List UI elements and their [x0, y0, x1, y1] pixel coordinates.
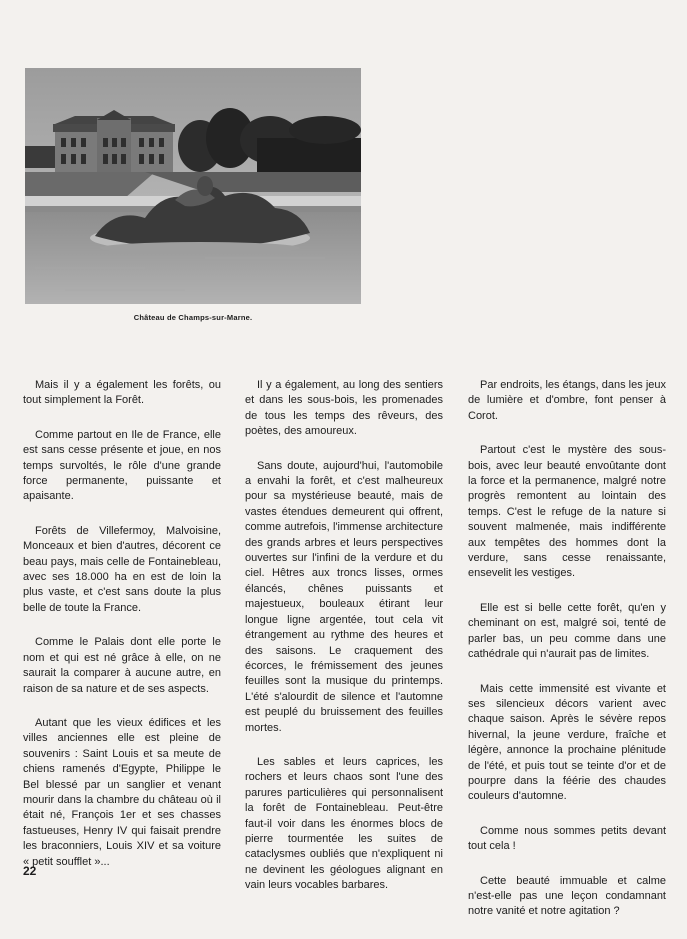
chateau-photo: [25, 68, 361, 304]
paragraph: Mais cette immensité est vivante et ses silencieux décors varient avec chaque saison. Après le sévère repos hivernal, la jeune verdure, fraîche et légère, annonce la prochaine plénitude de l'été, et puis tout se teinte d'or et de pourpre dans la féérie des chaudes couleurs d'automne.: [468, 682, 666, 803]
photo-caption: Château de Champs-sur-Marne.: [133, 313, 253, 322]
paragraph: Autant que les vieux édifices et les villes anciennes elle est pleine de souvenirs : Saint Louis et sa meute de chiens ramenés d'Egypte, Philippe le Bel blessé par un sanglier et venant mourir dans la chambre du château où il était né, François 1er et ses chasses fastueuses, Henry IV qui faisait prendre les braconniers, Louis XIV et sa voiture « petit soufflet »...: [23, 716, 221, 868]
chateau-illustration: [25, 68, 361, 304]
paragraph: Comme partout en Ile de France, elle est sans cesse présente et joue, en nos temps survoltés, le rôle d'une grande force permanente, puissante et apaisante.: [23, 428, 221, 503]
paragraph: Elle est si belle cette forêt, qu'en y cheminant on est, malgré soi, tenté de parler bas, un peu comme dans une cathédrale qui n'aurait pas de limites.: [468, 601, 666, 661]
text-column-2: [245, 378, 443, 913]
paragraph: Sans doute, aujourd'hui, l'automobile a envahi la forêt, et c'est malheureux pour sa mystérieuse beauté, mais de vastes étendues demeurent qui offrent, comme autrefois, l'immense architecture des grands arbres et leurs perspectives ouvertes sur l'infini de la verdure et du ciel. Hêtres aux troncs lisses, ormes élancés, chênes puissants et majestueux, bouleaux étirant leur longue ligne argentée, tout cela vit étrangement au rythme des heures et des saisons. Le craquement des écorces, le frémissement des jeunes feuilles sont la musique du printemps. L'été s'alourdit de silence et l'automne est peuplé du bruissement des feuilles mortes.: [245, 459, 443, 734]
paragraph: Comme nous sommes petits devant tout cela !: [468, 824, 666, 853]
paragraph: Par endroits, les étangs, dans les jeux de lumière et d'ombre, font penser à Corot.: [468, 379, 666, 422]
text-column-1: [23, 378, 221, 889]
page-number: 22: [23, 864, 37, 878]
paragraph: Les sables et leurs caprices, les rochers et leurs chaos sont l'une des parures particulières qui personnalisent la forêt de Fontainebleau. Peut-être faut-il voir dans les énormes blocs de pierre tourmentée les suites de cataclysmes oubliés que n'expliquent ni ne devinent les géologues alignant en vain leurs vocables barbares.: [245, 755, 443, 892]
paragraph: Cette beauté immuable et calme n'est-elle pas une leçon condamnant notre vanité et notre agitation ?: [468, 874, 666, 918]
paragraph: Forêts de Villefermoy, Malvoisine, Monceaux et bien d'autres, décorent ce beau pays, mais celle de Fontainebleau, avec ses 18.000 ha en est de loin la plus vaste, et c'est sans doute la plus belle de toute la France.: [23, 524, 221, 614]
paragraph: Il y a également, au long des sentiers et dans les sous-bois, les promenades de tous les temps des rêveurs, des poètes, des amoureux.: [245, 379, 443, 438]
paragraph: Mais il y a également les forêts, ou tout simplement la Forêt.: [23, 379, 221, 407]
paragraph: Partout c'est le mystère des sous-bois, avec leur beauté envoûtante dont la force et la permanence, malgré notre progrès remontent au lointain des temps. C'est le refuge de la nature si souvent malmenée, mais indifférente aux tempêtes des hommes dont la verdure, sans cesse renaissante, ensevelit les vestiges.: [468, 444, 666, 580]
paragraph: Comme le Palais dont elle porte le nom et qui est né grâce à elle, on ne saurait la comparer à aucune autre, en raison de sa nature et de ses aspects.: [23, 636, 221, 695]
text-column-3: [468, 378, 666, 939]
